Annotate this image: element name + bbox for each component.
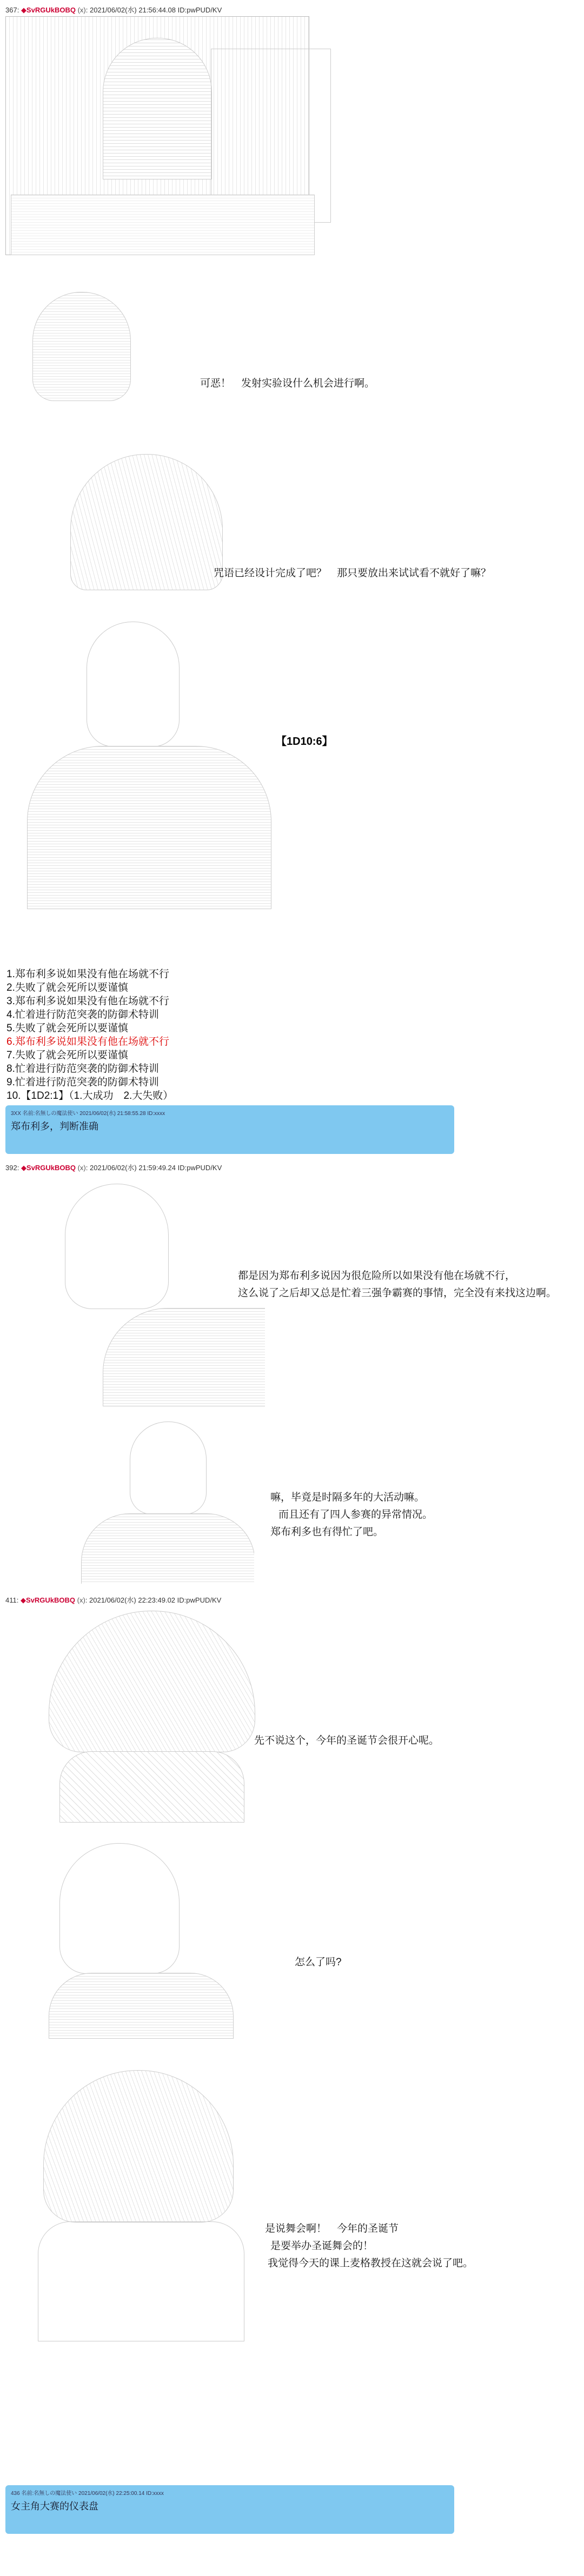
ascii-art-boy-hair (59, 449, 233, 600)
dice-roll: 【1D10:6】 (276, 736, 333, 748)
post-header-411: 411: ◆SvRGUkBOBQ (x): 2021/06/02(水) 22:23:49.02 ID:pwPUD/KV (5, 1596, 222, 1604)
dialog-line: 先不说这个，今年的圣诞节会很开心呢。 (254, 1735, 440, 1746)
dialog-line: 怎么了吗? (295, 1957, 342, 1968)
reply-box (5, 1105, 454, 1154)
choice-item: 1.郑布利多说如果没有他在场就不行 (6, 969, 169, 980)
dialog-line: 郑布利多也有得忙了吧。 (270, 1526, 384, 1538)
poster-name: ◆SvRGUkBOBQ (21, 6, 76, 14)
reply-text: 女主角大赛的仪表盘 (11, 2501, 98, 2512)
reply-meta: 3XX 名前:名無しの魔法使い 2021/06/02(水) 21:58:55.28 ID:xxxx (11, 1111, 165, 1117)
choice-item: 2.失败了就会死所以要谨慎 (6, 982, 128, 993)
ascii-art-girl-excited (27, 2070, 254, 2346)
poster-name: ◆SvRGUkBOBQ (20, 1596, 75, 1604)
choice-item: 8.忙着进行防范突袭的防御术特训 (6, 1063, 159, 1075)
post-number[interactable]: 367 (5, 6, 17, 14)
reply-meta: 436 名前:名無しの魔法使い 2021/06/02(水) 22:25:00.14 ID:xxxx (11, 2491, 164, 2497)
post-date: 2021/06/02(水) 21:59:49.24 (90, 1164, 176, 1172)
poster-id[interactable]: ID:pwPUD/KV (177, 6, 222, 14)
dialog-line: 而且还有了四人参赛的异常情况。 (278, 1509, 433, 1520)
reply-text: 郑布利多，判断准确 (11, 1121, 98, 1132)
post-date: 2021/06/02(水) 22:23:49.02 (89, 1596, 176, 1604)
ascii-art-girl (38, 1611, 270, 1827)
dialog-line: 这么说了之后却又总是忙着三强争霸赛的事情，完全没有来找这边啊。 (238, 1287, 557, 1299)
choice-item: 7.失败了就会死所以要谨慎 (6, 1050, 128, 1061)
ascii-art-man (76, 1422, 254, 1584)
ascii-art-boy-frowning (22, 286, 151, 411)
choice-item: 4.忙着进行防范突袭的防御术特训 (6, 1009, 159, 1020)
choice-item: 3.郑布利多说如果没有他在场就不行 (6, 996, 169, 1007)
poster-trip: (x) (77, 6, 86, 14)
ascii-art-boy-side (43, 1843, 238, 2043)
ascii-art-boy-robe (16, 622, 276, 913)
dialog-line: 是要举办圣诞舞会的！ (270, 2240, 374, 2252)
dialog-line: 我觉得今天的课上麦格教授在这就会说了吧。 (268, 2258, 474, 2269)
poster-id[interactable]: ID:pwPUD/KV (177, 1596, 222, 1604)
dialog-line: 是说舞会啊！ 今年的圣诞节 (265, 2223, 399, 2234)
ascii-art-boy-thinking (38, 1178, 265, 1411)
poster-id[interactable]: ID:pwPUD/KV (177, 1164, 222, 1172)
choice-item-selected: 6.郑布利多说如果没有他在场就不行 (6, 1036, 169, 1047)
poster-trip: (x) (77, 1164, 86, 1172)
poster-trip: (x) (77, 1596, 85, 1604)
post-number[interactable]: 392 (5, 1164, 17, 1172)
choice-item: 9.忙着进行防范突袭的防御术特训 (6, 1077, 159, 1088)
dice-roll: 10.【1D2:1】（1.大成功 2.大失败） (6, 1090, 174, 1102)
poster-name: ◆SvRGUkBOBQ (21, 1164, 76, 1172)
post-date: 2021/06/02(水) 21:56:44.08 (90, 6, 176, 14)
post-number[interactable]: 411 (5, 1596, 17, 1604)
dialog-line: 都是因为郑布利多说因为很危险所以如果没有他在场就不行， (238, 1270, 516, 1282)
ascii-art-corridor (5, 16, 481, 265)
reply-box (5, 2485, 454, 2534)
post-header-392: 392: ◆SvRGUkBOBQ (x): 2021/06/02(水) 21:59:49.24 ID:pwPUD/KV (5, 1164, 222, 1172)
choice-list (6, 967, 173, 1103)
dialog-line: 可恶！ 发射实验设什么机会进行啊。 (200, 378, 375, 389)
dialog-line: 嘛，毕竟是时隔多年的大活动嘛。 (270, 1492, 425, 1503)
post-header-367: 367: ◆SvRGUkBOBQ (x): 2021/06/02(水) 21:56:44.08 ID:pwPUD/KV (5, 6, 222, 14)
dialog-line: 咒语已经设计完成了吧？ 那只要放出来试试看不就好了嘛？ (214, 568, 492, 579)
choice-item: 5.失败了就会死所以要谨慎 (6, 1023, 128, 1034)
